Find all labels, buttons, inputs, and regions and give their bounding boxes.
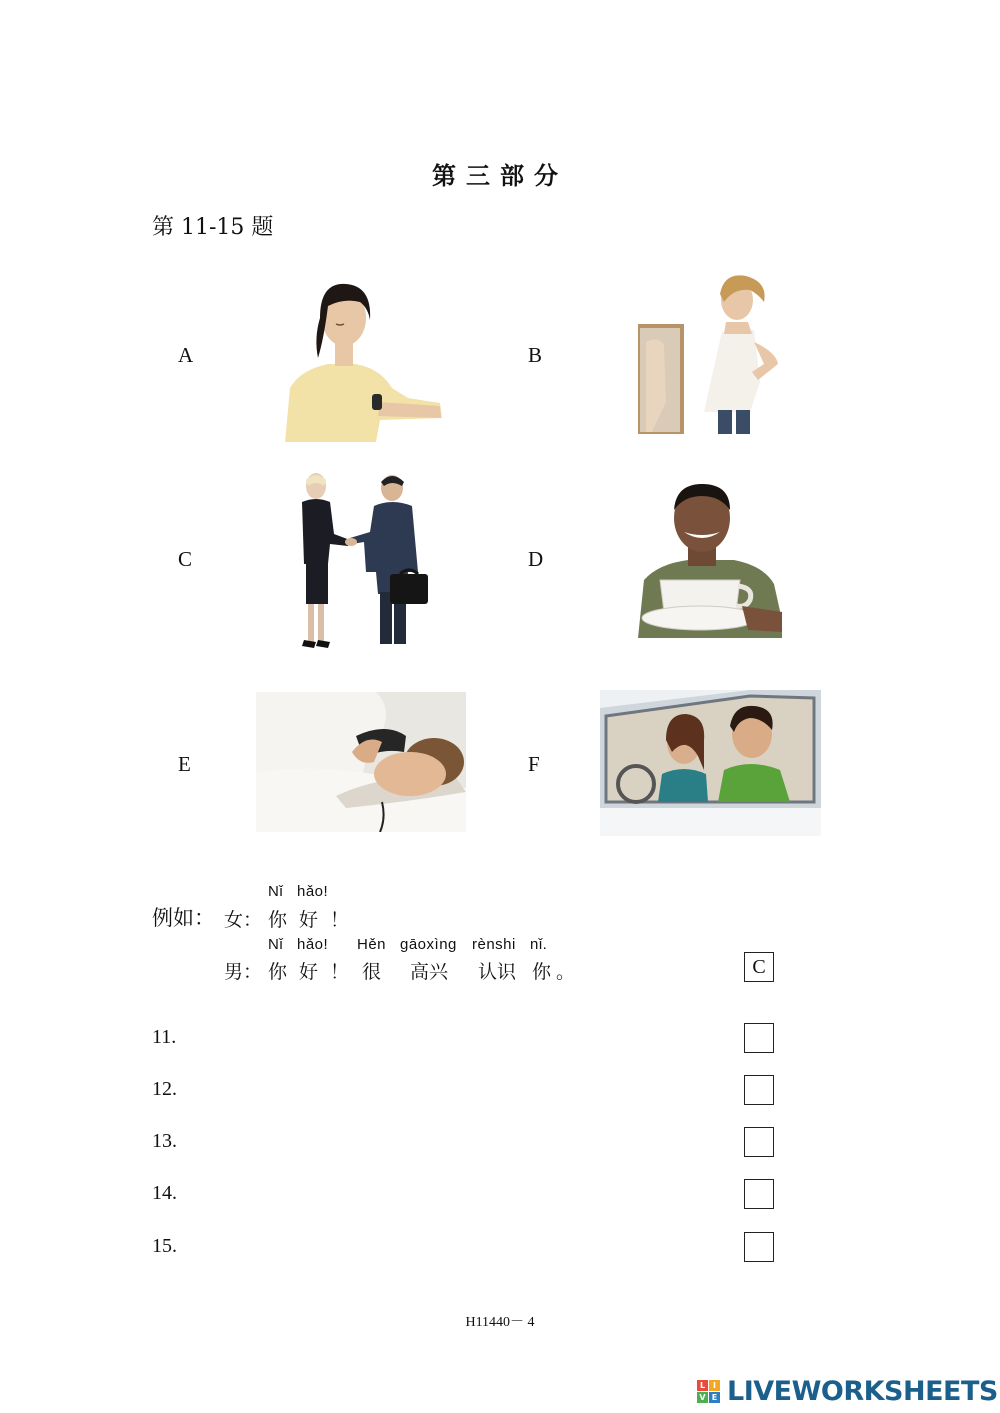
pinyin-hao: hǎo! xyxy=(297,883,329,900)
hanzi-period: 。 xyxy=(556,961,576,983)
picture-a-woman-looking-at-watch xyxy=(280,278,445,442)
hanzi-ni: 你 xyxy=(268,961,288,983)
question-range: 第 11-15 题 xyxy=(152,215,274,240)
logo-tile: I xyxy=(709,1380,720,1391)
option-letter-d: D xyxy=(528,547,544,571)
question-number-14: 14. xyxy=(152,1182,177,1204)
option-letter-a: A xyxy=(178,343,194,367)
logo-tile: L xyxy=(697,1380,708,1391)
question-number-13: 13. xyxy=(152,1130,177,1152)
liveworksheets-brand[interactable] xyxy=(697,1376,997,1410)
hanzi-ni: 你 xyxy=(268,909,288,931)
section-title: 第三部分 xyxy=(432,161,568,190)
pinyin-renshi: rènshi xyxy=(472,936,516,953)
liveworksheets-logo-icon xyxy=(697,1380,721,1404)
answer-box-13[interactable] xyxy=(744,1127,774,1157)
question-number-11: 11. xyxy=(152,1026,177,1048)
speaker-male: 男： xyxy=(224,961,263,983)
page-footer-code: H11440－ 4 xyxy=(465,1315,535,1330)
picture-f-couple-in-car xyxy=(600,690,821,836)
question-number-12: 12. xyxy=(152,1078,177,1100)
answer-box-15[interactable] xyxy=(744,1232,774,1262)
option-letter-e: E xyxy=(178,752,191,776)
option-letter-c: C xyxy=(178,547,193,571)
pinyin-ni: Nǐ xyxy=(268,936,284,953)
hanzi-renshi: 认识 xyxy=(478,961,517,983)
pinyin-ni: nǐ. xyxy=(530,936,548,953)
question-number-15: 15. xyxy=(152,1235,177,1257)
brand-name: LIVEWORKSHEETS xyxy=(727,1376,998,1407)
picture-c-business-handshake xyxy=(294,472,434,654)
option-letter-f: F xyxy=(528,752,540,776)
hanzi-exclamation: ！ xyxy=(330,909,350,931)
hanzi-ni: 你 xyxy=(532,961,552,983)
hanzi-exclamation: ！ xyxy=(330,961,350,983)
hanzi-hao: 好 xyxy=(299,961,319,983)
example-answer-box: C xyxy=(744,952,774,982)
pinyin-hen: Hěn xyxy=(357,936,387,953)
answer-box-11[interactable] xyxy=(744,1023,774,1053)
option-letter-b: B xyxy=(528,343,543,367)
pinyin-ni: Nǐ xyxy=(268,883,284,900)
pinyin-hao: hǎo! xyxy=(297,936,329,953)
hanzi-hao: 好 xyxy=(299,909,319,931)
picture-e-man-sleeping-on-phone xyxy=(256,692,466,832)
answer-box-14[interactable] xyxy=(744,1179,774,1209)
speaker-female: 女： xyxy=(224,909,263,931)
hanzi-hen: 很 xyxy=(362,961,382,983)
logo-tile: V xyxy=(697,1392,708,1403)
example-label: 例如： xyxy=(152,906,215,930)
picture-b-woman-at-mirror xyxy=(638,272,784,434)
answer-box-12[interactable] xyxy=(744,1075,774,1105)
logo-tile: E xyxy=(709,1392,720,1403)
pinyin-gaoxing: gāoxìng xyxy=(400,936,457,953)
picture-d-man-offering-coffee xyxy=(638,480,784,638)
hanzi-gaoxing: 高兴 xyxy=(410,961,449,983)
